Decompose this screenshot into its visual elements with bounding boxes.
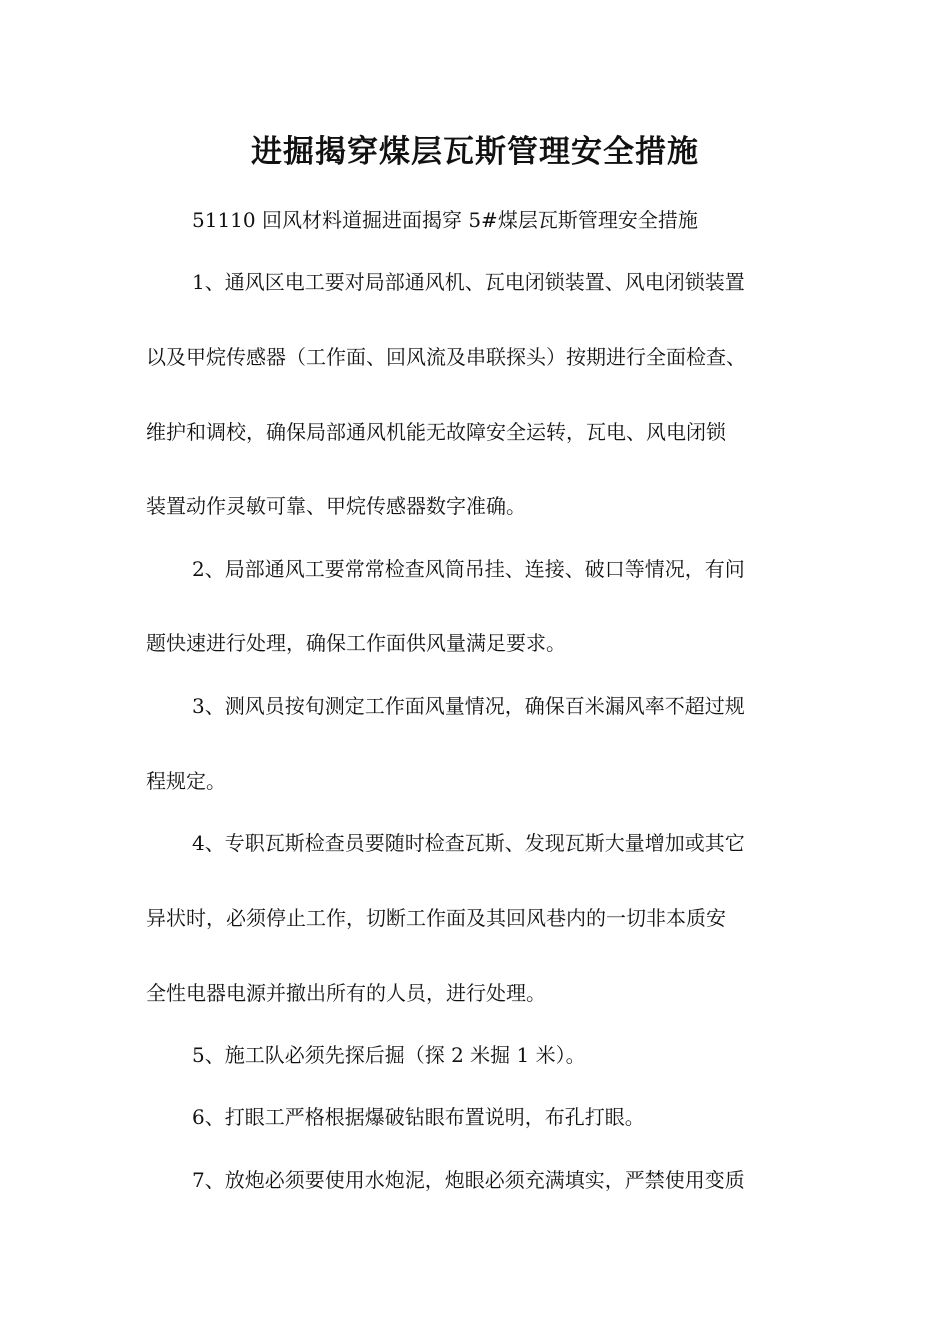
document-subtitle: 51110 回风材料道掘进面揭穿 5#煤层瓦斯管理安全措施 [192, 208, 698, 232]
paragraph-line: 7、放炮必须要使用水炮泥，炮眼必须充满填实，严禁使用变质 [192, 1168, 745, 1192]
paragraph-line: 装置动作灵敏可靠、甲烷传感器数字准确。 [146, 494, 526, 518]
paragraph-line: 程规定。 [146, 769, 226, 793]
document-title: 进掘揭穿煤层瓦斯管理安全措施 [251, 134, 699, 170]
paragraph-line: 全性电器电源并撤出所有的人员，进行处理。 [146, 981, 546, 1005]
paragraph-line: 5、施工队必须先探后掘（探 2 米掘 1 米）。 [192, 1043, 586, 1067]
paragraph-line: 6、打眼工严格根据爆破钻眼布置说明，布孔打眼。 [192, 1105, 645, 1129]
paragraph-line: 2、局部通风工要常常检查风筒吊挂、连接、破口等情况，有问 [192, 557, 745, 581]
paragraph-line: 3、测风员按旬测定工作面风量情况，确保百米漏风率不超过规 [192, 694, 745, 718]
paragraph-line: 异状时，必须停止工作，切断工作面及其回风巷内的一切非本质安 [146, 906, 726, 930]
paragraph-line: 1、通风区电工要对局部通风机、瓦电闭锁装置、风电闭锁装置 [192, 270, 745, 294]
paragraph-line: 4、专职瓦斯检查员要随时检查瓦斯、发现瓦斯大量增加或其它 [192, 831, 745, 855]
paragraph-line: 以及甲烷传感器（工作面、回风流及串联探头）按期进行全面检查、 [146, 345, 746, 369]
paragraph-line: 题快速进行处理，确保工作面供风量满足要求。 [146, 631, 566, 655]
paragraph-line: 维护和调校，确保局部通风机能无故障安全运转，瓦电、风电闭锁 [146, 420, 726, 444]
